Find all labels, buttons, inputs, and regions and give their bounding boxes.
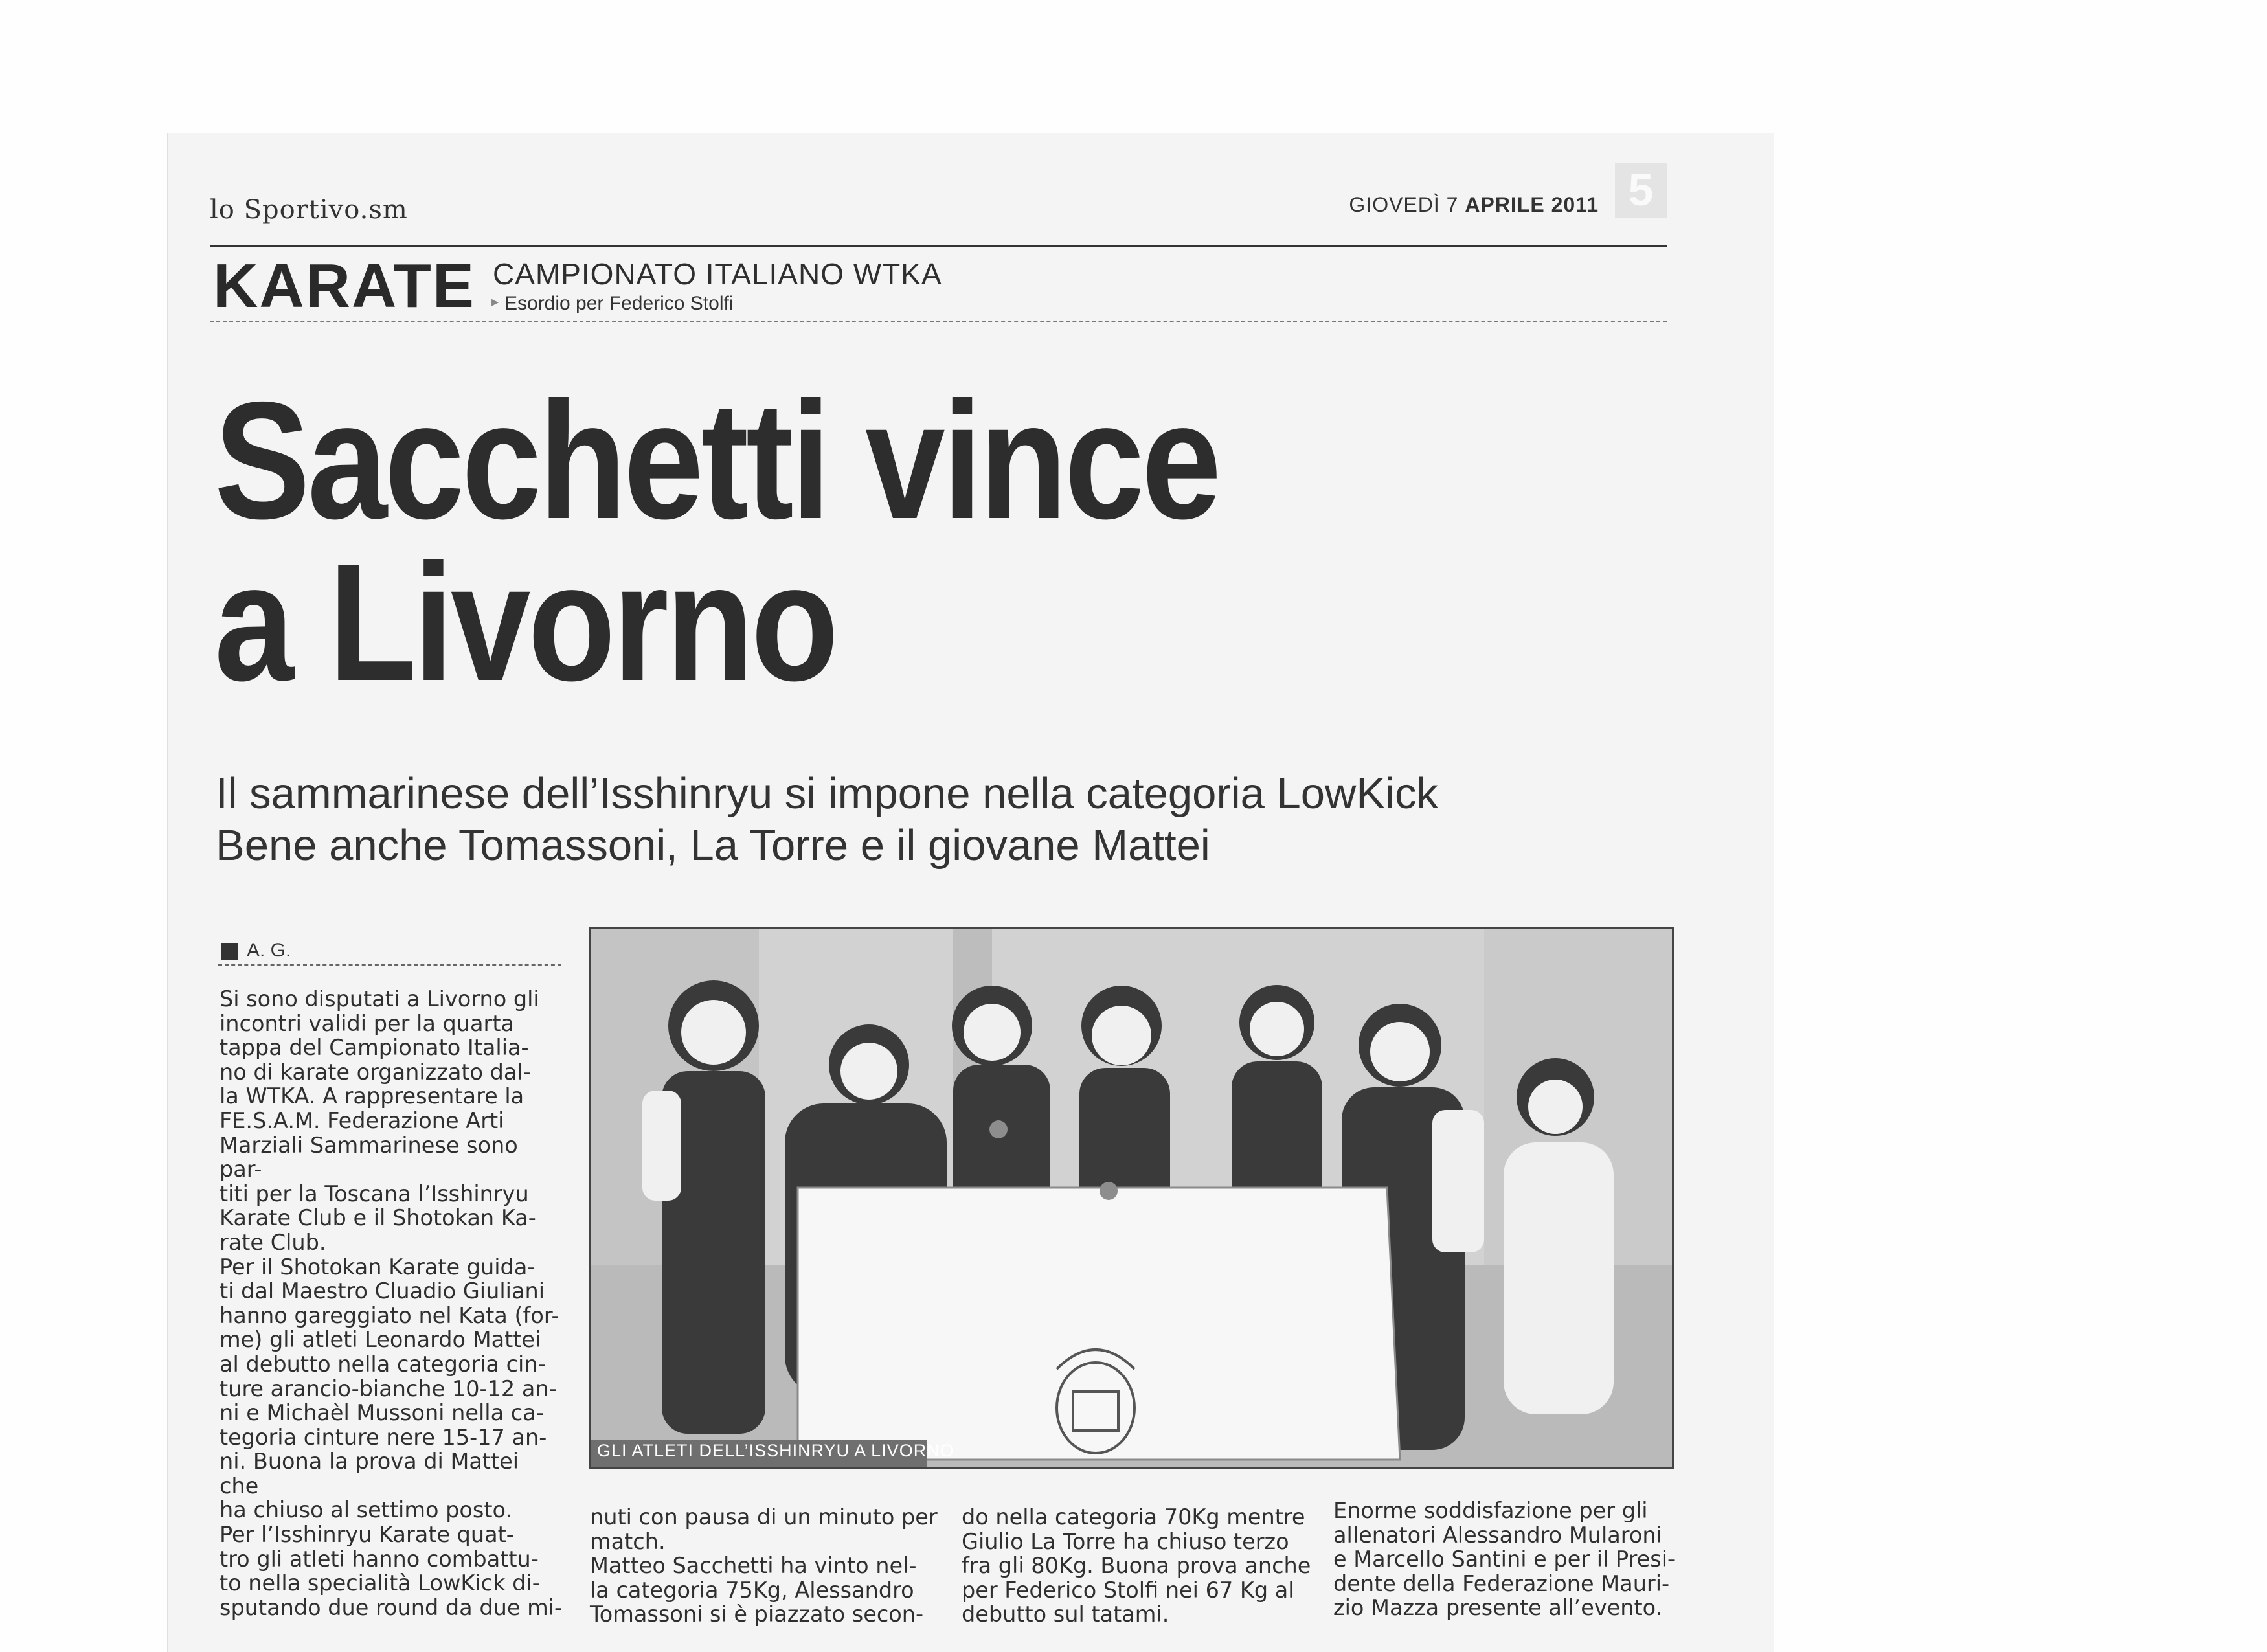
article-column-1: Si sono disputati a Livorno gli incontri validi per la quarta tappa del Campionato Italia- no di karate organizzato dal- la WTKA. A rappresentare la FE.S.A.M. Federazione Arti Marziali Sammarinese sono par- titi per la Toscana l’Isshinryu Karate Club e il Shotokan Ka- rate Club. Per il Shotokan Karate guida- ti dal Maestro Cluadio Giuliani hanno gareggiato nel Kata (for- me) gli atleti Leonardo Mattei al debutto nella categoria cin- ture arancio-bianche 10-12 an- ni e Michaèl Mussoni nella ca- tegoria cinture nere 15-17 an- ni. Buona la prova di Mattei che ha chiuso al settimo posto. Per l’Isshinryu Karate quat- tro gli atleti hanno combattu- to nella specialità LowKick di- sputando due round da due mi- — [220, 986, 563, 1620]
date-day: 7 — [1446, 193, 1459, 216]
photo-caption: GLI ATLETI DELL’ISSHINRYU A LIVORNO — [597, 1441, 954, 1460]
page-number: 5 — [1615, 163, 1667, 218]
team-photo-illustration — [591, 929, 1672, 1467]
article-column-4: Enorme soddisfazione per gli allenatori Alessandro Mularoni e Marcello Santini e per il Presi- dente della Federazione Mauri- zio Mazza presente all’evento. — [1333, 1498, 1676, 1621]
deck — [216, 768, 1438, 872]
header-rule — [210, 245, 1667, 247]
deck-line-2: Bene anche Tomassoni, La Torre e il giovane Mattei — [216, 821, 1210, 870]
section-title: KARATE — [213, 251, 475, 321]
byline-rule — [218, 964, 561, 966]
kicker-arrow-icon: ▸ — [491, 293, 499, 310]
headline — [214, 367, 1219, 716]
masthead-logo: lo Sportivo.sm — [210, 195, 408, 225]
deck-line-1: Il sammarinese dell’Isshinryu si impone nella categoria LowKick — [216, 769, 1439, 818]
headline-line-2: a Livorno — [214, 528, 836, 716]
byline-square-icon — [221, 943, 238, 960]
newspaper-page — [167, 133, 1774, 1652]
section-subtitle: Esordio per Federico Stolfi — [504, 293, 734, 314]
headline-line-1: Sacchetti vince — [214, 367, 1219, 554]
date-weekday: GIOVEDÌ — [1349, 193, 1440, 216]
section-kicker: CAMPIONATO ITALIANO WTKA — [493, 257, 942, 291]
team-photo — [589, 927, 1674, 1469]
dateline — [1349, 193, 1599, 217]
byline: A. G. — [247, 940, 291, 961]
date-month-year: APRILE 2011 — [1465, 193, 1599, 216]
article-column-2: nuti con pausa di un minuto per match. Matteo Sacchetti ha vinto nel- la categoria 75Kg, Alessandro Tomassoni si è piazzato secon- — [590, 1504, 938, 1627]
article-column-3: do nella categoria 70Kg mentre Giulio La Torre ha chiuso terzo fra gli 80Kg. Buona prova anche per Federico Stolfi nei 67 Kg al debutto sul tatami. — [962, 1504, 1311, 1627]
section-divider — [210, 321, 1667, 322]
